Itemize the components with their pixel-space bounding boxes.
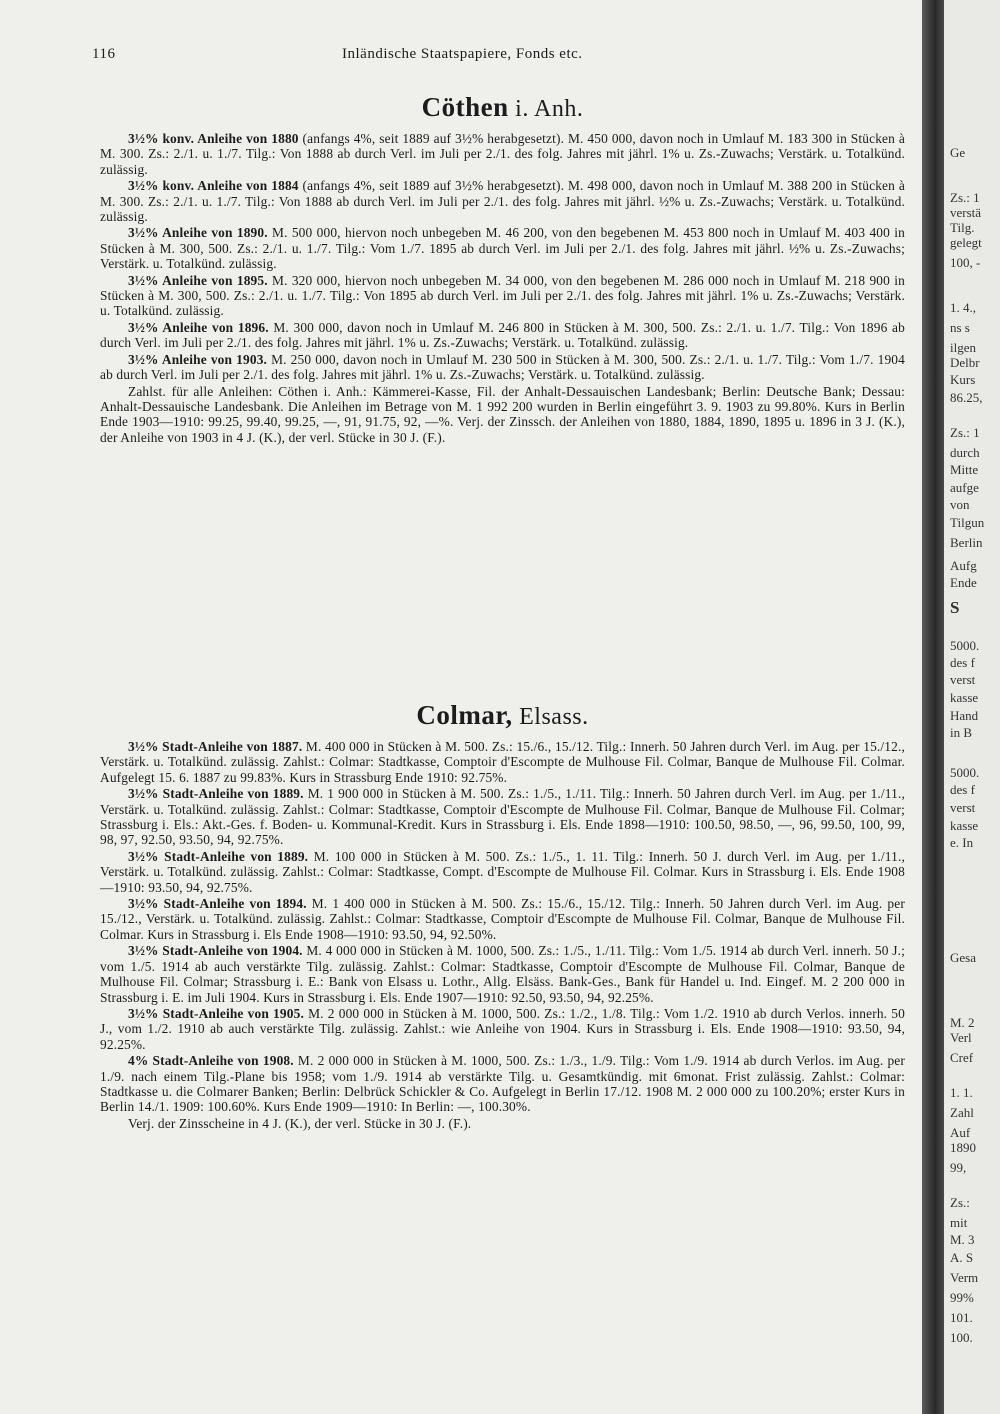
section-coethen (100, 92, 905, 445)
loan-heading: 3½% Stadt-Anleihe von 1887. (128, 739, 303, 754)
adjacent-page-fragment: 1890 (950, 1140, 976, 1155)
adjacent-page-fragment: 99, (950, 1160, 967, 1175)
loan-entry (100, 896, 905, 942)
loan-heading: 4% Stadt-Anleihe von 1908. (128, 1053, 294, 1069)
adjacent-page-fragment: Zs.: 1 (950, 425, 980, 440)
adjacent-page-fragment: Hand (950, 708, 979, 723)
adjacent-page-fragment: 1. 4., (950, 300, 976, 315)
adjacent-page-fragment: M. 3 (950, 1232, 975, 1247)
loan-text: M. 300 000, davon noch in Umlauf M. 246 800 in Stücken à M. 300, 500. Zs.: 2./1. u. 1./7. Tilg.: Von 1896 ab durch Verl. im Juli per 2./1. des folg. Jahres mit jährl. 1% u. Zs.-Zuwachs; Verstärk. u. Totalkünd. zulässig. (100, 319, 905, 351)
loan-heading: 3½% konv. Anleihe von 1884 (128, 178, 299, 194)
adjacent-page-edge (944, 0, 1000, 1414)
adjacent-page-fragment: S (950, 598, 960, 617)
adjacent-page-fragment: Auf (950, 1125, 971, 1140)
adjacent-page-fragment: aufge (950, 480, 979, 495)
adjacent-page-fragment: in B (950, 725, 973, 740)
adjacent-page-fragment: Ge (950, 145, 966, 160)
loan-text: M. 2 000 000 in Stücken à M. 1000, 500. Zs.: 1./3., 1./9. Tilg.: Vom 1./9. 1914 ab durch Verlos. im Aug. per 1./9. nach einem Tilg.-Plane bis 1958; vom 1./9. 1914 ab verstärkte Tilg. u. Gesamtkündig. mit 6monat. Frist zulässig. Zahlst.: Colmar: Stadtkasse u. die Colmarer Banken; Berlin: Delbrück Schickler & Co. Aufgelegt in Berlin 17./12. 1908 M. 2 000 000 zu 100.20%; erster Kurs in Berlin 14./1. 1909: 100.60%. Kurs Ende 1909—1910: In Berlin: —, 100.30%. (100, 1053, 905, 1115)
adjacent-page-fragment: kasse (950, 818, 979, 833)
adjacent-page-fragment: Verm (950, 1270, 979, 1285)
adjacent-page-fragment: 5000. (950, 765, 980, 780)
loan-heading: 3½% Stadt-Anleihe von 1894. (128, 896, 307, 912)
section-title-sub: i. Anh. (508, 96, 584, 122)
book-gutter (922, 0, 944, 1414)
section-title-main: Colmar, (416, 700, 513, 730)
adjacent-page-fragment: 5000. (950, 638, 980, 653)
adjacent-page-fragment: des f (950, 782, 975, 797)
loan-entry (100, 320, 905, 351)
adjacent-page-fragment: von (950, 497, 970, 512)
adjacent-page-fragment: M. 2 (950, 1015, 975, 1030)
adjacent-page-fragment: Ende (950, 575, 977, 590)
loan-heading: 3½% Anleihe von 1890. (128, 225, 268, 241)
loan-entry (100, 849, 905, 895)
adjacent-page-fragment: 99% (950, 1290, 974, 1305)
adjacent-page-fragment: 1. 1. (950, 1085, 973, 1100)
adjacent-page-fragment: ns s (950, 320, 970, 335)
loan-entry (100, 786, 905, 848)
adjacent-page-fragment: 101. (950, 1310, 973, 1325)
loan-text: (anfangs 4%, seit 1889 auf 3½% herabgesetzt). M. 498 000, davon noch in Umlauf M. 388 200 in Stücken à M. 300. Zs.: 2./1. u. 1./7. Tilg.: Von 1888 ab durch Verl. im Juli per 2./1. des folg. Jahres mit jährl. ½% u. Zs.-Zuwachs; Verstärk. u. Totalkünd. zulässig. (100, 178, 905, 225)
loan-text: M. 320 000, hiervon noch unbegeben M. 34 000, von den begebenen M. 286 000 noch in Umlauf M. 218 900 in Stücken à M. 300, 500. Zs.: 2./1. u. 1./7. Tilg.: Von 1895 ab durch Verl. im Juli per 2./1. des folg. Jahres mit jährl. 1% u. Zs.-Zuwachs; Verstärk. u. Totalkünd. zulässig. (100, 272, 905, 319)
adjacent-page-fragment: Cref (950, 1050, 974, 1065)
loan-heading: 3½% Stadt-Anleihe von 1889. (128, 786, 304, 802)
adjacent-page-fragment: ilgen (950, 340, 976, 355)
running-title: Inländische Staatspapiere, Fonds etc. (342, 46, 583, 62)
loan-text: M. 2 000 000 in Stücken à M. 1000, 500. Zs.: 1./2., 1./8. Tilg.: Vom 1./2. 1910 ab durch Verlos. innerh. 50 J., vom 1./2. 1910 ab auch verstärkte Tilg. zulässig. Zahlst.: wie Anleihe von 1904. Kurs in Strassburg i. Els. Ende 1908—1910: 93.50, 94, 92.25%. (100, 1005, 905, 1052)
adjacent-page-fragment: verst (950, 800, 976, 815)
section-note: Verj. der Zinsscheine in 4 J. (K.), der verl. Stücke in 30 J. (F.). (128, 1115, 472, 1131)
adjacent-page-fragment: gelegt (950, 235, 982, 250)
running-head (0, 46, 922, 70)
adjacent-page-fragment: Gesa (950, 950, 976, 965)
loan-heading: 3½% Stadt-Anleihe von 1904. (128, 943, 303, 959)
adjacent-page-fragment: 86.25, (950, 390, 983, 405)
section-note: Zahlst. für alle Anleihen: Cöthen i. Anh.: Kämmerei-Kasse, Fil. der Anhalt-Dessauischen Landesbank; Berlin: Deutsche Bank; Dessau: Anhalt-Dessauische Landesbank. Die Anleihen im Betrage von M. 1 992 200 wurden in Berlin eingeführt 3. 9. 1903 zu 99.80%. Kurs in Berlin Ende 1903—1910: 99.25, 99.40, 99.25, —, 91, 91.75, 92, —%. Verj. der Zinssch. der Anleihen von 1880, 1884, 1890, 1895 u. 1896 in 3 J. (K.), der Anleihe von 1903 in 4 J. (K.), der verl. Stücke in 30 J. (F.). (100, 383, 905, 445)
loan-heading: 3½% Anleihe von 1895. (128, 272, 268, 288)
loan-text: M. 250 000, davon noch in Umlauf M. 230 500 in Stücken à M. 300, 500. Zs.: 2./1. u. 1./7. Tilg.: Vom 1./7. 1904 ab durch Verl. im Juli per 2./1. des folg. Jahres mit jährl. 1% u. Zs.-Zuwachs; Verstärk. u. Totalkünd. zulässig. (100, 351, 905, 383)
loan-text: M. 4 000 000 in Stücken à M. 1000, 500. Zs.: 1./5., 1./11. Tilg.: Vom 1./5. 1914 ab durch Verl. innerh. 50 J.; vom 1./5. 1914 ab auch verstärkte Tilg. zulässig. Zahlst.: Colmar: Stadtkasse, Comptoir d'Escompte de Mulhouse Fil. Colmar, Banque de Mulhouse Fil. Colmar; Strassburg i. E.: Bank von Elsass u. Lothr., Allg. Elsäss. Bank-Ges., Bank für Handel u. Ind. Eingef. M. 2 200 000 in Strassburg i. E. im Juli 1904. Kurs in Strassburg i. Els. Ende 1907—1910: 92.50, 93.50, 94, 92.25%. (100, 943, 905, 1005)
adjacent-page-fragment: Aufg (950, 558, 977, 573)
adjacent-page-fragment: Berlin (950, 535, 983, 550)
loan-heading: 3½% Stadt-Anleihe von 1889. (128, 848, 309, 864)
loan-heading: 3½% Anleihe von 1903. (128, 351, 268, 367)
loan-entry (100, 178, 905, 224)
loan-text: M. 500 000, hiervon noch unbegeben M. 46 200, von den begebenen M. 453 800 noch in Umlauf M. 403 400 in Stücken à M. 300, 500. Zs.: 2./1. u. 1./7. Tilg.: Vom 1./7. 1895 ab durch Verl. im Juli per 2./1. des folg. Jahres mit jährl. ½% u. Zs.-Zuwachs; Verstärk. u. Totalkünd. zulässig. (100, 225, 905, 272)
adjacent-page-fragment: 100, - (950, 255, 981, 270)
loan-text: M. 1 400 000 in Stücken à M. 500. Zs.: 15./6., 15./12. Tilg.: Innerh. 50 Jahren durch Verl. im Aug. per 15./12., Verstärk. u. Totalkünd. zulässig. Zahlst.: Colmar: Stadtkasse, Comptoir d'Escompte de Mulhouse Fil. Colmar, Banque de Mulhouse Fil. Colmar. Kurs in Strassburg i. Els Ende 1908—1910: 93.50, 94, 92.50%. (100, 896, 905, 942)
section-title-sub: Elsass. (512, 704, 589, 730)
loan-entry (100, 273, 905, 319)
loan-text: M. 100 000 in Stücken à M. 500. Zs.: 1./5., 1. 11. Tilg.: Innerh. 50 J. durch Verl. im Aug. per 1./11., Verstärk. u. Totalkünd. zulässig. Zahlst.: Colmar: Stadtkasse, Compt. d'Escompte de Mulhouse Fil. Colmar. Kurs in Strassburg i. Els. Ende 1908—1910: 93.50, 94, 92.75%. (100, 848, 905, 895)
loan-text: M. 400 000 in Stücken à M. 500. Zs.: 15./6., 15./12. Tilg.: Innerh. 50 Jahren durch Verl. im Aug. per 15./12., Verstärk. u. Totalkünd. zulässig. Zahlst.: Colmar: Stadtkasse, Comptoir d'Escompte de Mulhouse Fil. Colmar, Banque de Mulhouse Fil. Colmar. Aufgelegt 15. 6. 1887 zu 99.83%. Kurs in Strassburg Ende 1910: 92.75%. (100, 739, 905, 785)
adjacent-page-fragment: Kurs (950, 372, 976, 387)
loan-entry (100, 352, 905, 383)
section-title (100, 92, 905, 123)
adjacent-page-fragment: A. S (950, 1250, 974, 1265)
adjacent-page-fragment: kasse (950, 690, 979, 705)
adjacent-page-fragment: Verl (950, 1030, 972, 1045)
page-number: 116 (92, 46, 116, 62)
adjacent-page-fragment: Delbr (950, 355, 980, 370)
loan-entry (100, 225, 905, 271)
loan-heading: 3½% Stadt-Anleihe von 1905. (128, 1005, 304, 1021)
adjacent-page-fragment: 100. (950, 1330, 973, 1345)
loan-entry (100, 1006, 905, 1052)
adjacent-page-fragment: Zs.: 1 (950, 190, 980, 205)
loan-heading: 3½% konv. Anleihe von 1880 (128, 131, 299, 146)
loan-text: (anfangs 4%, seit 1889 auf 3½% herabgesetzt). M. 450 000, davon noch in Umlauf M. 183 300 in Stücken à M. 300. Zs.: 2./1. u. 1./7. Tilg.: Von 1888 ab durch Verl. im Juli per 2./1. des folg. Jahres mit jährl. 1% u. Zs.-Zuwachs; Verstärk. u. Totalkünd. zulässig. (100, 131, 905, 177)
adjacent-page-fragment: verst (950, 672, 976, 687)
loan-heading: 3½% Anleihe von 1896. (128, 319, 269, 335)
adjacent-page-fragment: Mitte (950, 462, 979, 477)
section-title (100, 700, 905, 731)
adjacent-page-fragment: mit (950, 1215, 968, 1230)
adjacent-page-fragment: Tilgun (950, 515, 985, 530)
adjacent-page-fragment: des f (950, 655, 975, 670)
adjacent-page-fragment: Zs.: (950, 1195, 970, 1210)
adjacent-page-fragment: verstä (950, 205, 982, 220)
section-colmar (100, 700, 905, 1131)
loan-text: M. 1 900 000 in Stücken à M. 500. Zs.: 1./5., 1./11. Tilg.: Innerh. 50 Jahren durch Verl. im Aug. per 1./11., Verstärk. u. Totalkünd. zulässig. Zahlst.: Colmar: Stadtkasse, Comptoir d'Escompte de Mulhouse Fil. Colmar, Banque de Mulhouse Fil. Colmar; Strassburg i. Els.: Akt.-Ges. f. Boden- u. Kommunal-Kredit. Kurs in Strassburg i. Els. Ende 1898—1910: 100.50, 98.50, —, 96, 99.50, 100, 99, 98, 97, 92.50, 93.50, 94, 92.75%. (100, 786, 905, 848)
loan-entry (100, 131, 905, 177)
loan-entry (100, 1053, 905, 1115)
adjacent-page-fragment: e. In (950, 835, 974, 850)
loan-entry (100, 739, 905, 785)
loan-entry (100, 943, 905, 1005)
adjacent-page-fragment: Tilg. (950, 220, 975, 235)
section-title-main: Cöthen (421, 92, 509, 122)
adjacent-page-fragment: Zahl (950, 1105, 974, 1120)
adjacent-page-fragment: durch (950, 445, 980, 460)
